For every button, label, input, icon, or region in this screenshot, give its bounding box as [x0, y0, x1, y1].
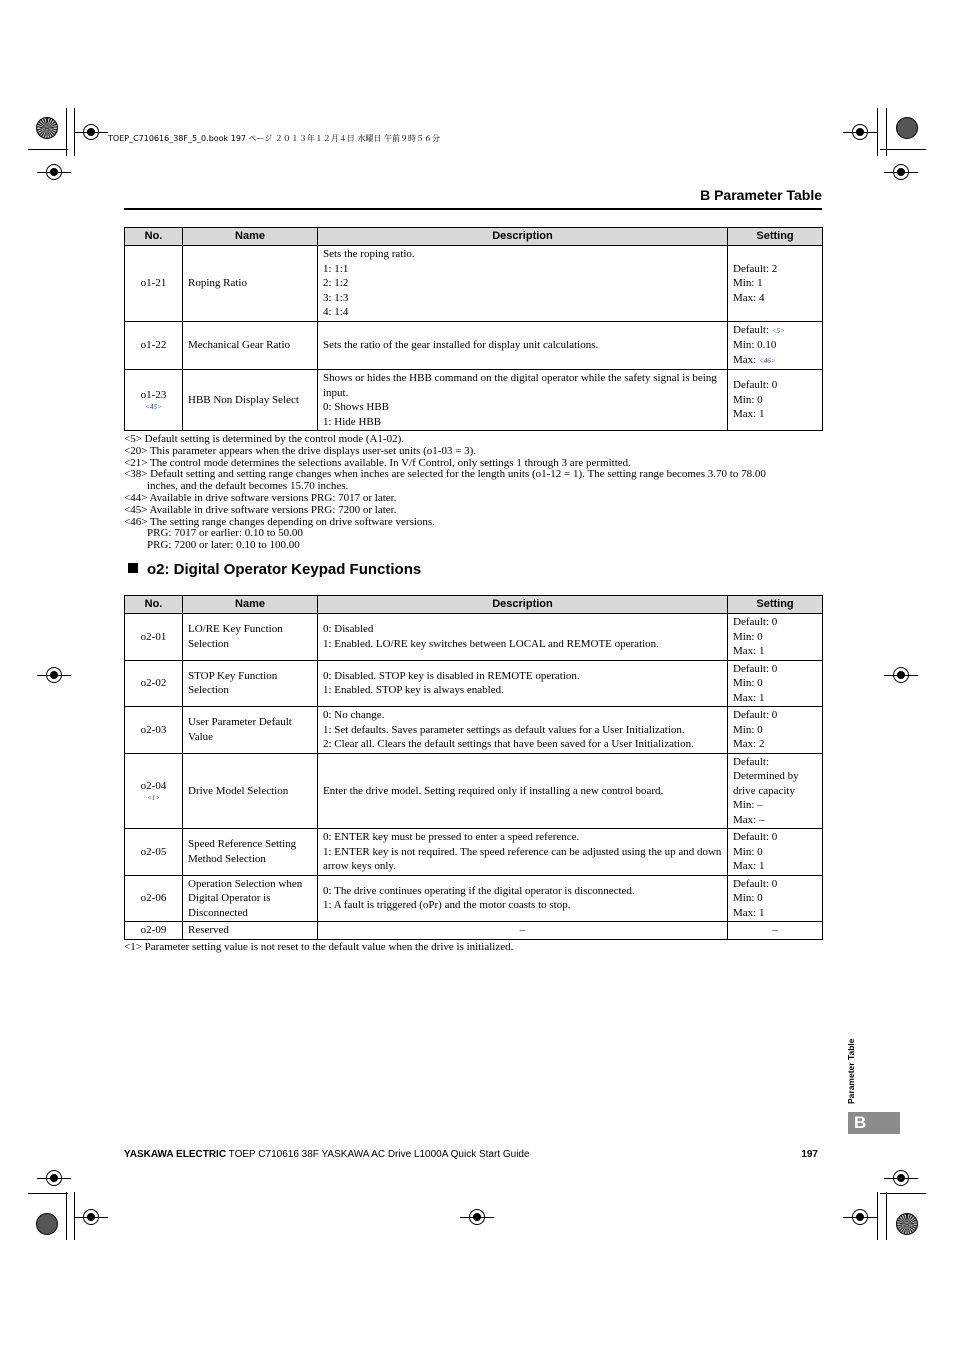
- param-setting: Default: 0 Min: 0 Max: 1: [728, 370, 823, 431]
- page-number: 197: [801, 1149, 818, 1160]
- param-no: o2-02: [125, 660, 183, 707]
- bullet-square-icon: [128, 563, 138, 573]
- param-setting: –: [728, 922, 823, 940]
- param-setting: Default: 0 Min: 0 Max: 1: [728, 660, 823, 707]
- registration-crosshair-icon: [83, 1209, 99, 1225]
- footer-doc-info: [124, 1149, 530, 1160]
- param-no: o2-06: [125, 875, 183, 922]
- parameter-table-o2: [124, 595, 823, 940]
- registration-crosshair-icon: [46, 164, 62, 180]
- param-description: 0: No change. 1: Set defaults. Saves parameter settings as default values for a User Initialization. 2: Clear all. Clears the default settings that have been saved for a User Initialization.: [318, 707, 728, 754]
- param-name: Speed Reference Setting Method Selection: [183, 829, 318, 876]
- footnote: inches, and the default becomes 15.70 inches.: [147, 480, 349, 493]
- table-row: [125, 829, 823, 876]
- col-no: No.: [125, 228, 183, 246]
- footnote: <21> The control mode determines the selections available. In V/f Control, only settings 1 through 3 are permitted.: [124, 456, 631, 469]
- side-tab-letter[interactable]: B: [848, 1112, 900, 1134]
- parameter-table-o1: [124, 227, 823, 431]
- param-description: 0: The drive continues operating if the digital operator is disconnected. 1: A fault is triggered (oPr) and the motor coasts to stop.: [318, 875, 728, 922]
- param-name: Drive Model Selection: [183, 753, 318, 829]
- table-row: [125, 246, 823, 322]
- footnotes: [124, 434, 824, 552]
- col-description: Description: [318, 228, 728, 246]
- footnote-ref[interactable]: <1>: [147, 793, 160, 802]
- registration-crosshair-icon: [46, 667, 62, 683]
- footnote: <20> This parameter appears when the drive displays user-set units (o1-03 = 3).: [124, 444, 477, 457]
- param-name: STOP Key Function Selection: [183, 660, 318, 707]
- param-no: o2-01: [125, 614, 183, 661]
- footnote-ref[interactable]: <45>: [145, 402, 162, 411]
- param-no: o2-03: [125, 707, 183, 754]
- param-description: Sets the ratio of the gear installed for display unit calculations.: [318, 321, 728, 370]
- registration-crosshair-icon: [893, 1170, 909, 1186]
- param-no: o1-22: [125, 321, 183, 370]
- param-description: Shows or hides the HBB command on the digital operator while the safety signal is being input. 0: Shows HBB 1: Hide HBB: [318, 370, 728, 431]
- table-row: [125, 875, 823, 922]
- header-rule: [124, 208, 822, 210]
- col-setting: Setting: [728, 596, 823, 614]
- param-no: o2-05: [125, 829, 183, 876]
- param-no: o1-21: [125, 246, 183, 322]
- print-info: TOEP_C710616_38F_5_0.book 197 ページ ２０１３年１２月４日 水曜日 午前９時５６分: [108, 134, 441, 143]
- param-no: o1-23 <45>: [125, 370, 183, 431]
- footer-brand: YASKAWA ELECTRIC: [124, 1149, 227, 1160]
- param-description: Sets the roping ratio. 1: 1:1 2: 1:2 3: 1:3 4: 1:4: [318, 246, 728, 322]
- param-setting: Default: Determined by drive capacity Min: – Max: –: [728, 753, 823, 829]
- footer-doc-title: TOEP C710616 38F YASKAWA AC Drive L1000A Quick Start Guide: [226, 1149, 530, 1160]
- col-setting: Setting: [728, 228, 823, 246]
- registration-target-icon: [36, 1213, 58, 1235]
- param-description: 0: Disabled. STOP key is disabled in REMOTE operation. 1: Enabled. STOP key is always enabled.: [318, 660, 728, 707]
- registration-target-icon: [896, 1213, 918, 1235]
- table-row: [125, 753, 823, 829]
- registration-crosshair-icon: [83, 124, 99, 140]
- section-title: o2: Digital Operator Keypad Functions: [128, 561, 421, 578]
- registration-crosshair-icon: [852, 1209, 868, 1225]
- footnote-ref[interactable]: <46>: [758, 356, 776, 365]
- footnote: <45> Available in drive software versions PRG: 7200 or later.: [124, 503, 397, 516]
- table-header-row: [125, 596, 823, 614]
- param-name: Reserved: [183, 922, 318, 940]
- registration-crosshair-icon: [46, 1170, 62, 1186]
- col-name: Name: [183, 228, 318, 246]
- footnote: PRG: 7017 or earlier: 0.10 to 50.00: [147, 527, 303, 540]
- table-header-row: [125, 228, 823, 246]
- footnote: <44> Available in drive software versions PRG: 7017 or later.: [124, 491, 397, 504]
- table-row: [125, 922, 823, 940]
- footnote: <5> Default setting is determined by the control mode (A1-02).: [124, 433, 405, 445]
- table-row: [125, 614, 823, 661]
- param-setting: Default: 0 Min: 0 Max: 1: [728, 614, 823, 661]
- col-name: Name: [183, 596, 318, 614]
- param-name: Mechanical Gear Ratio: [183, 321, 318, 370]
- footnote: <38> Default setting and setting range changes when inches are selected for the length units (o1-12 = 1). The setting range becomes 3.70 to 78.00: [124, 468, 766, 481]
- param-name: User Parameter Default Value: [183, 707, 318, 754]
- param-description: –: [318, 922, 728, 940]
- section-header: B Parameter Table: [700, 187, 822, 203]
- registration-crosshair-icon: [852, 124, 868, 140]
- footnote-ref[interactable]: <5>: [771, 326, 785, 335]
- param-setting: Default: 0 Min: 0 Max: 2: [728, 707, 823, 754]
- footnotes: [124, 942, 824, 954]
- param-name: Operation Selection when Digital Operator is Disconnected: [183, 875, 318, 922]
- param-no: o2-04 <1>: [125, 753, 183, 829]
- col-description: Description: [318, 596, 728, 614]
- param-setting: Default: 2 Min: 1 Max: 4: [728, 246, 823, 322]
- param-no: o2-09: [125, 922, 183, 940]
- footnote: <1> Parameter setting value is not reset to the default value when the drive is initialized.: [124, 941, 514, 953]
- table-row: [125, 370, 823, 431]
- table-row: [125, 707, 823, 754]
- param-setting: Default: 0 Min: 0 Max: 1: [728, 875, 823, 922]
- table-row: [125, 321, 823, 370]
- registration-target-icon: [896, 117, 918, 139]
- param-description: 0: Disabled 1: Enabled. LO/RE key switches between LOCAL and REMOTE operation.: [318, 614, 728, 661]
- param-name: Roping Ratio: [183, 246, 318, 322]
- registration-crosshair-icon: [893, 164, 909, 180]
- footnote: PRG: 7200 or later: 0.10 to 100.00: [147, 539, 300, 552]
- footnote: <46> The setting range changes depending on drive software versions.: [124, 515, 435, 528]
- param-name: HBB Non Display Select: [183, 370, 318, 431]
- registration-crosshair-icon: [469, 1209, 485, 1225]
- registration-crosshair-icon: [893, 667, 909, 683]
- registration-target-icon: [36, 117, 58, 139]
- param-description: 0: ENTER key must be pressed to enter a speed reference. 1: ENTER key is not required. The speed reference can be adjusted using the up and down arrow keys only.: [318, 829, 728, 876]
- param-setting: Default: <5> Min: 0.10 Max: <46>: [728, 321, 823, 370]
- param-name: LO/RE Key Function Selection: [183, 614, 318, 661]
- table-row: [125, 660, 823, 707]
- side-tab-label: Parameter Table: [846, 1038, 856, 1104]
- param-setting: Default: 0 Min: 0 Max: 1: [728, 829, 823, 876]
- col-no: No.: [125, 596, 183, 614]
- param-description: Enter the drive model. Setting required only if installing a new control board.: [318, 753, 728, 829]
